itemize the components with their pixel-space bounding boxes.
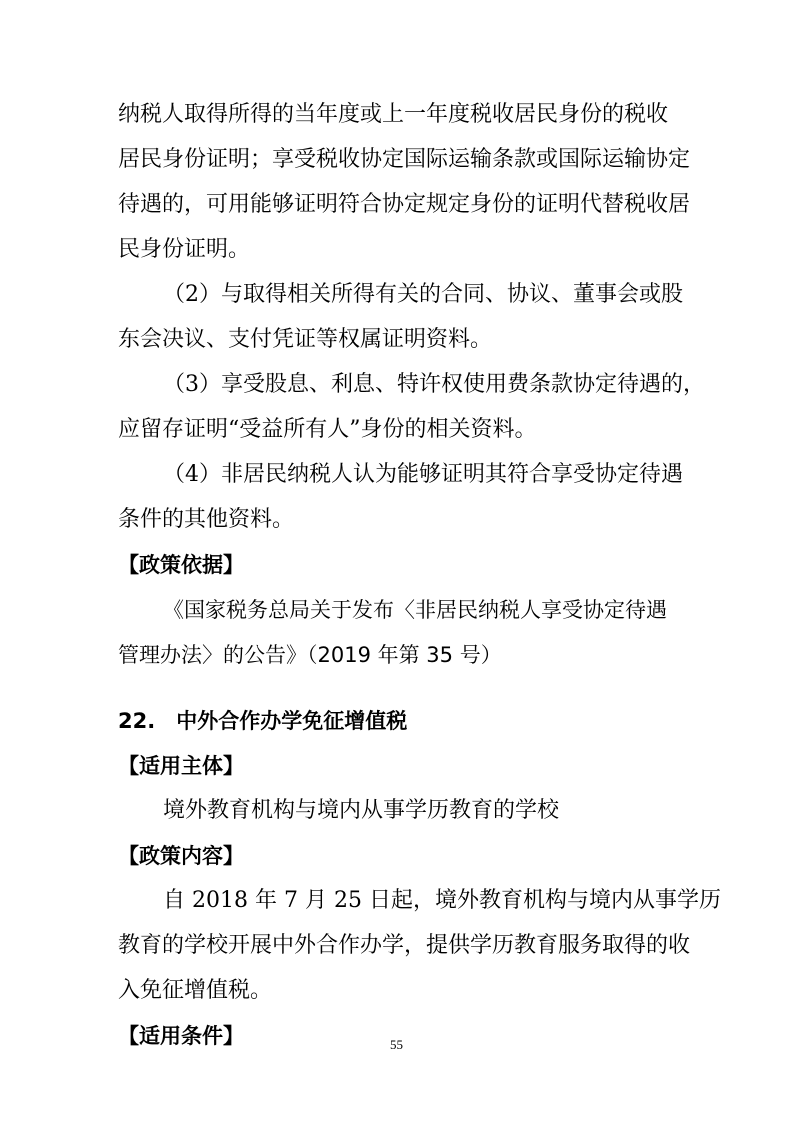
subject-heading: 【适用主体】 bbox=[118, 754, 244, 778]
list-item-3-line: 应留存证明“受益所有人”身份的相关资料。 bbox=[118, 417, 537, 442]
section-title: 22. 中外合作办学免征增值税 bbox=[118, 709, 408, 733]
list-item-4-line: （4）非居民纳税人认为能够证明其符合享受协定待遇 bbox=[163, 462, 683, 487]
content-heading: 【政策内容】 bbox=[118, 844, 244, 868]
page-number: 55 bbox=[390, 1037, 403, 1052]
list-item-3-line: （3）享受股息、利息、特许权使用费条款协定待遇的， bbox=[163, 372, 705, 397]
conditions-heading: 【适用条件】 bbox=[118, 1024, 244, 1048]
paragraph-line: 居民身份证明；享受税收协定国际运输条款或国际运输协定 bbox=[118, 147, 691, 172]
list-item-4-line: 条件的其他资料。 bbox=[118, 507, 295, 532]
paragraph-line: 民身份证明。 bbox=[118, 237, 251, 262]
policy-basis-line: 管理办法〉的公告》（2019 年第 35 号） bbox=[118, 643, 502, 667]
policy-basis-line: 《国家税务总局关于发布〈非居民纳税人享受协定待遇 bbox=[163, 598, 667, 622]
paragraph-line: 纳税人取得所得的当年度或上一年度税收居民身份的税收 bbox=[118, 102, 669, 127]
content-line: 入免征增值税。 bbox=[118, 978, 273, 1003]
list-item-2-line: 东会决议、支付凭证等权属证明资料。 bbox=[118, 327, 493, 352]
list-item-2-line: （2）与取得相关所得有关的合同、协议、董事会或股 bbox=[163, 282, 683, 307]
content-line: 教育的学校开展中外合作办学，提供学历教育服务取得的收 bbox=[118, 933, 691, 958]
content-line: 自 2018 年 7 月 25 日起，境外教育机构与境内从事学历 bbox=[163, 888, 721, 913]
policy-basis-heading: 【政策依据】 bbox=[118, 553, 244, 577]
subject-text: 境外教育机构与境内从事学历教育的学校 bbox=[163, 798, 560, 823]
paragraph-line: 待遇的，可用能够证明符合协定规定身份的证明代替税收居 bbox=[118, 192, 691, 217]
